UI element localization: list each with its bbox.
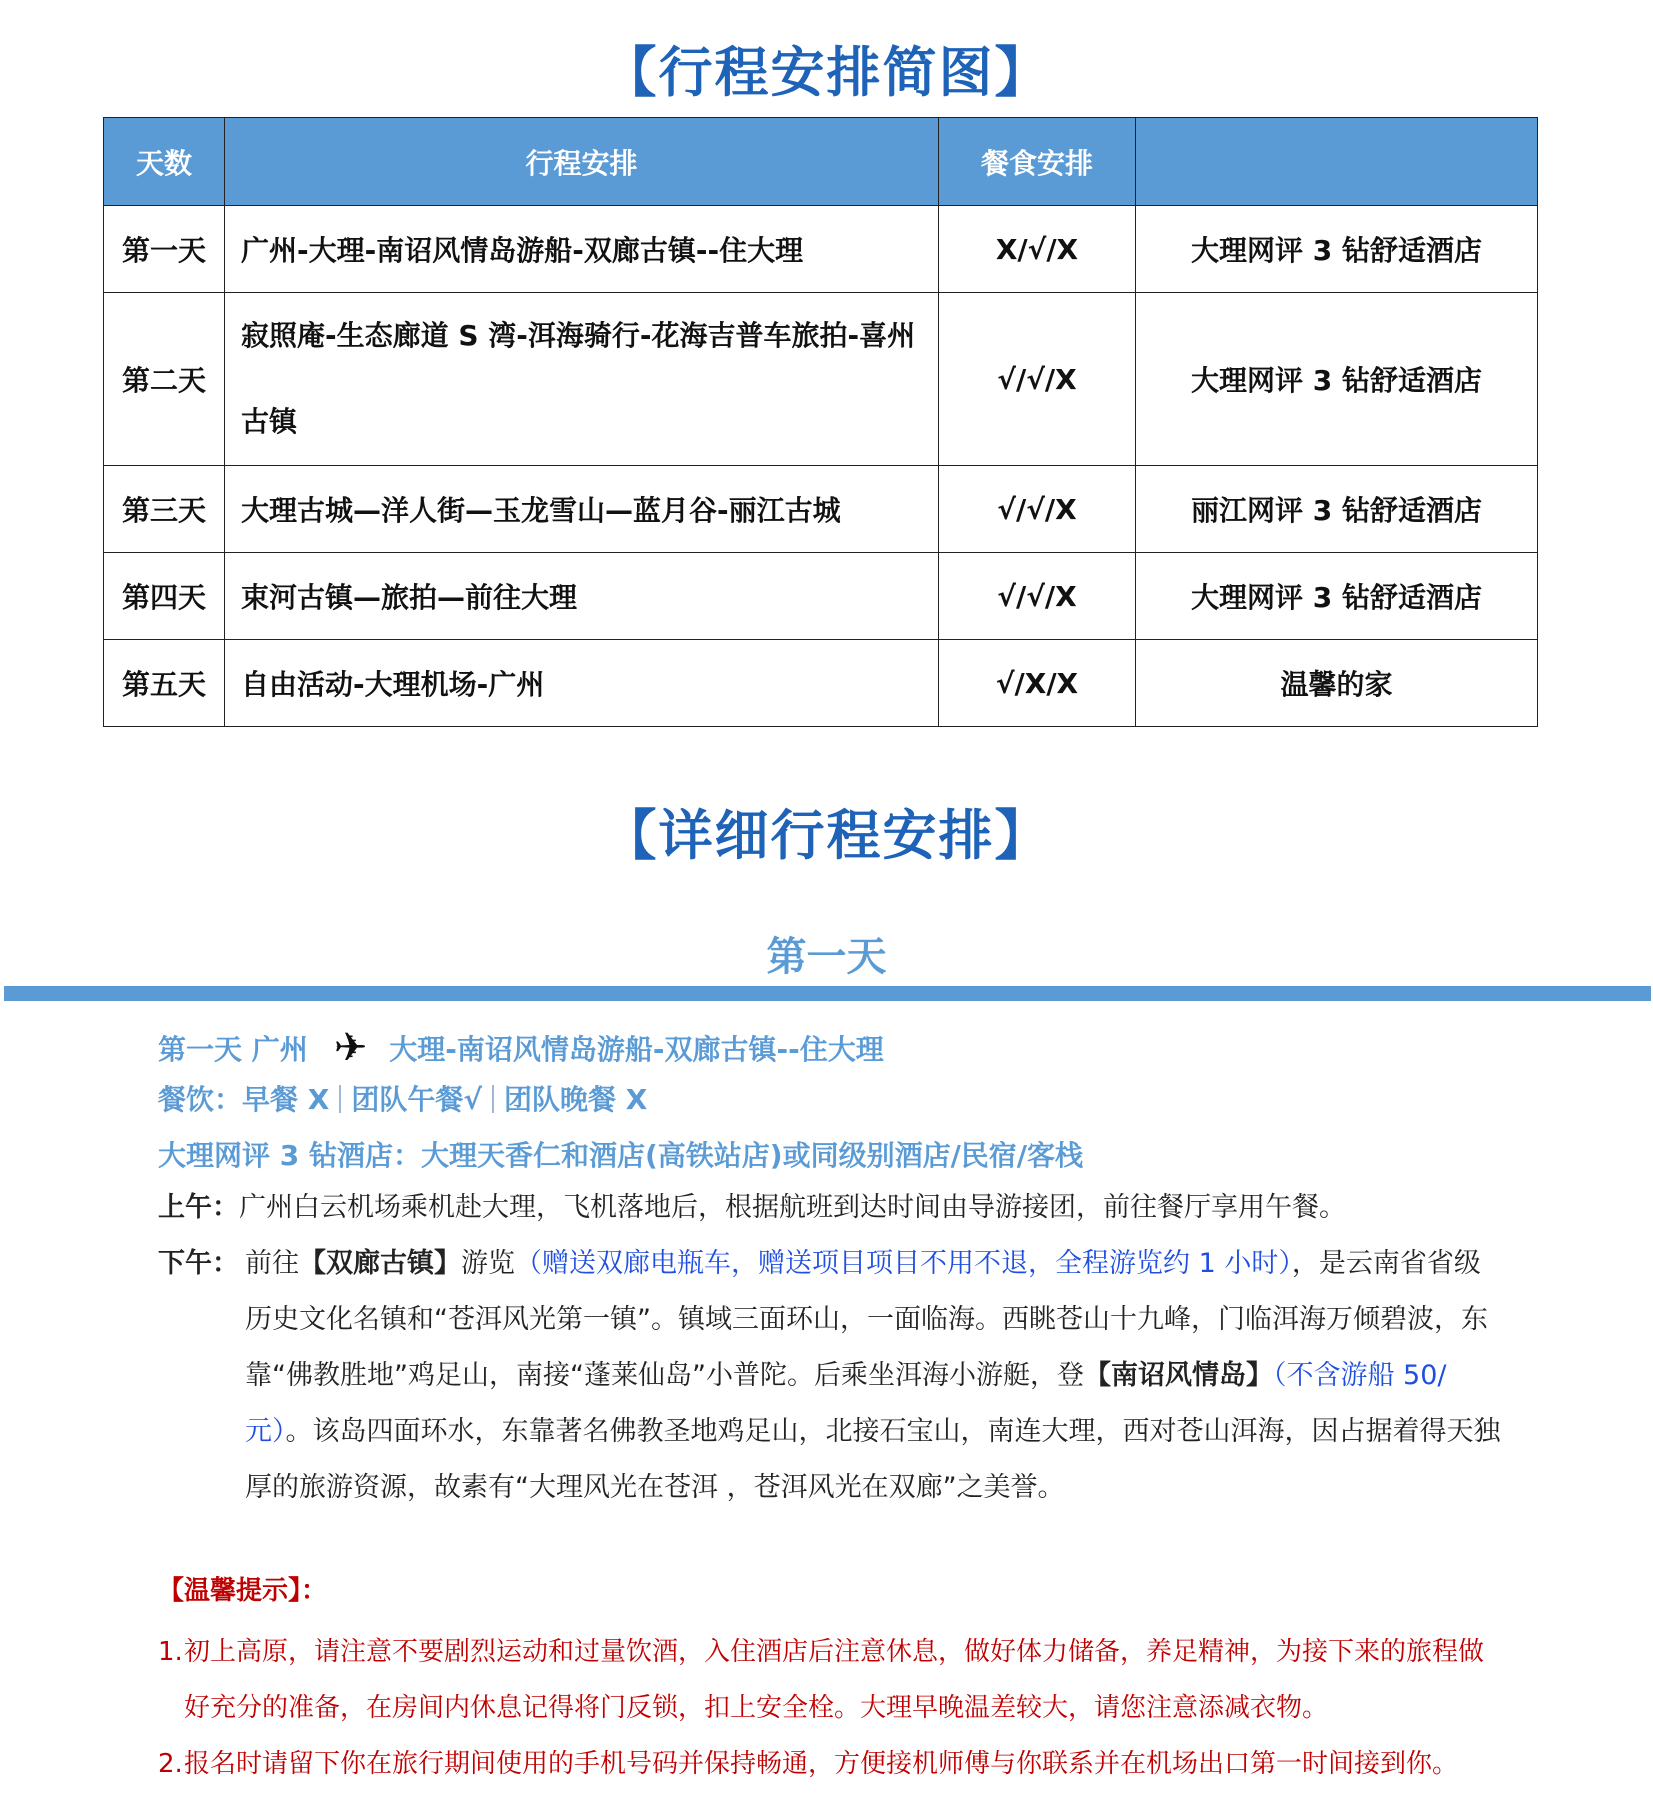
meals-cell: X/√/X <box>939 206 1136 293</box>
day1-meals-line <box>158 1078 647 1118</box>
table-header-row <box>104 118 1538 206</box>
header-day: 天数 <box>104 118 225 206</box>
tip-item <box>158 1624 1503 1736</box>
morning-label: 上午： <box>158 1192 239 1223</box>
meals-cell: √/√/X <box>939 293 1136 466</box>
afternoon-body <box>245 1236 1503 1516</box>
header-hotel <box>1136 118 1538 206</box>
tip-item <box>158 1736 1503 1792</box>
morning-paragraph <box>158 1180 1503 1236</box>
day-cell: 第五天 <box>104 640 225 727</box>
day-cell: 第二天 <box>104 293 225 466</box>
route-prefix: 第一天 广州 <box>158 1033 308 1066</box>
airplane-icon: ✈ <box>333 1025 368 1071</box>
table-row <box>104 293 1538 466</box>
day1-heading: 第一天 <box>766 934 887 980</box>
day1-route-line <box>158 1023 884 1069</box>
day-cell: 第四天 <box>104 553 225 640</box>
itinerary-summary-table <box>103 117 1538 727</box>
day-cell: 第三天 <box>104 466 225 553</box>
afternoon-text: 前往 <box>245 1248 299 1279</box>
boat-fee-note: （不含游船 50/元） <box>245 1360 1447 1447</box>
tip-text: 报名时请留下你在旅行期间使用的手机号码并保持畅通，方便接机师傅与你联系并在机场出口第一时间接到你。 <box>184 1749 1459 1779</box>
morning-text: 广州白云机场乘机赴大理，飞机落地后，根据航班到达时间由导游接团，前往餐厅享用午餐。 <box>239 1192 1346 1223</box>
tips-title: 【温馨提示】： <box>158 1576 328 1606</box>
hotel-cell: 丽江网评 3 钻舒适酒店 <box>1136 466 1538 553</box>
afternoon-label: 下午： <box>158 1248 239 1279</box>
day1-hotel-line: 大理网评 3 钻酒店：大理天香仁和酒店(高铁站店)或同级别酒店/民宿/客栈 <box>158 1139 1084 1172</box>
meals-cell: √/√/X <box>939 553 1136 640</box>
route-cell: 大理古城—洋人街—玉龙雪山—蓝月谷-丽江古城 <box>225 466 939 553</box>
detail-title: 【详细行程安排】 <box>602 804 1051 867</box>
summary-title: 【行程安排简图】 <box>602 41 1051 104</box>
header-meals: 餐食安排 <box>939 118 1136 206</box>
separator <box>339 1085 341 1113</box>
tip-number: 1. <box>158 1637 183 1667</box>
route-cell: 寂照庵-生态廊道 S 湾-洱海骑行-花海吉普车旅拍-喜州古镇 <box>225 293 939 466</box>
meals-cell: √/X/X <box>939 640 1136 727</box>
table-row <box>104 466 1538 553</box>
meal-dinner: 团队晚餐 X <box>504 1083 648 1116</box>
meal-breakfast: 餐饮：早餐 X <box>158 1083 330 1116</box>
afternoon-text: 游览 <box>461 1248 515 1279</box>
route-cell: 束河古镇—旅拍—前往大理 <box>225 553 939 640</box>
route-suffix: 大理-南诏风情岛游船-双廊古镇--住大理 <box>389 1033 884 1066</box>
day-cell: 第一天 <box>104 206 225 293</box>
tip-number: 2. <box>158 1749 183 1779</box>
separator <box>492 1085 494 1113</box>
header-route: 行程安排 <box>225 118 939 206</box>
tip-text: 初上高原，请注意不要剧烈运动和过量饮酒，入住酒店后注意休息，做好体力储备，养足精神，为接下来的旅程做好充分的准备，在房间内休息记得将门反锁，扣上安全栓。大理早晚温差较大，请您注意添减衣物。 <box>184 1637 1485 1723</box>
shuanglang-note: （赠送双廊电瓶车，赠送项目项目不用不退，全程游览约 1 小时） <box>515 1248 1292 1279</box>
route-cell: 广州-大理-南诏风情岛游船-双廊古镇--住大理 <box>225 206 939 293</box>
afternoon-text: 。该岛四面环水，东靠著名佛教圣地鸡足山，北接石宝山，南连大理，西对苍山洱海，因占据着得天独厚的旅游资源，故素有“大理风光在苍洱 ，苍洱风光在双廊”之美誉。 <box>245 1416 1501 1503</box>
day1-divider-bar <box>4 986 1651 1001</box>
hotel-cell: 大理网评 3 钻舒适酒店 <box>1136 553 1538 640</box>
meal-lunch: 团队午餐√ <box>351 1083 483 1116</box>
hotel-cell: 温馨的家 <box>1136 640 1538 727</box>
table-row <box>104 206 1538 293</box>
route-cell: 自由活动-大理机场-广州 <box>225 640 939 727</box>
shuanglang-highlight: 【双廊古镇】 <box>299 1248 461 1279</box>
hotel-cell: 大理网评 3 钻舒适酒店 <box>1136 206 1538 293</box>
afternoon-paragraph <box>158 1236 1503 1503</box>
hotel-cell: 大理网评 3 钻舒适酒店 <box>1136 293 1538 466</box>
table-row <box>104 553 1538 640</box>
table-row <box>104 640 1538 727</box>
nanzhao-highlight: 【南诏风情岛】 <box>1083 1360 1273 1391</box>
meals-cell: √/√/X <box>939 466 1136 553</box>
afternoon-text: ，是云南省省级历史文化名镇和“苍洱风光第一镇”。镇域三面环山，一面临海。西眺苍山十九峰，门临洱海万倾碧波，东靠“佛教胜地”鸡足山，南接“蓬莱仙岛”小普陀。后乘坐洱海小游艇，登 <box>245 1248 1488 1391</box>
